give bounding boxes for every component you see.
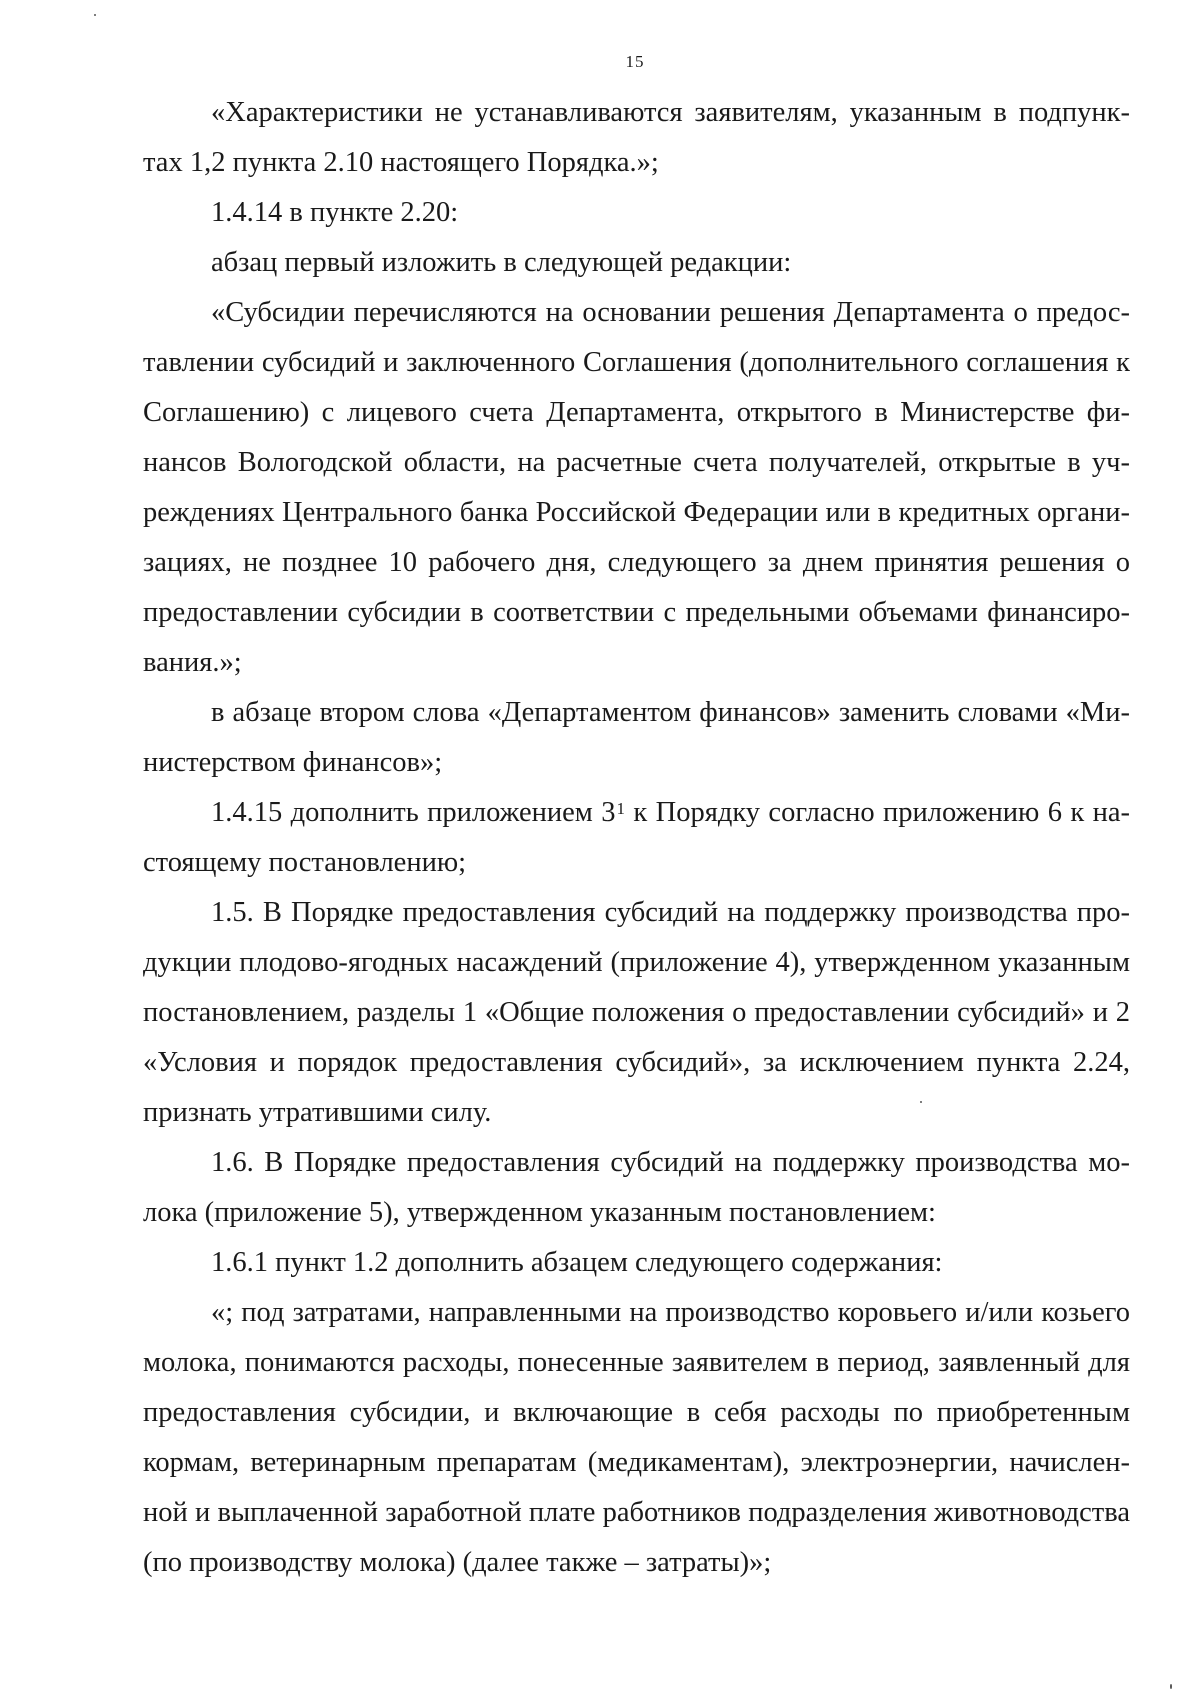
scan-speck [94, 14, 96, 16]
paragraph-second-abzac: в абзаце втором слова «Департаментом финансов» заменить словами «Министерством финансов»; [143, 697, 1130, 778]
paragraph-1-4-15-after: к Порядку согласно приложению 6 к настоящему постановлению; [143, 797, 1131, 878]
paragraph-milk-costs: «; под затратами, направленными на производство коровьего и/или козьего молока, понимаются расходы, понесенные заявителем в период, заявленный для предоставления субсидии, и включающие в себя расходы по приобретенным кормам, ветеринарным препаратам (медикаментам), электроэнергии, начисленной и выплаченной заработной плате работников подразделения животноводства (по производству молока) (далее также – затраты)»; [143, 1297, 1130, 1578]
paragraph-characteristics: «Характеристики не устанавливаются заявителям, указанным в подпунктах 1,2 пункта 2.10 настоящего Порядка.»; [143, 97, 1130, 178]
paragraph-1-4-15 [143, 788, 1130, 888]
document-body [143, 88, 1130, 1588]
paragraph-1-4-14: 1.4.14 в пункте 2.20: [211, 197, 459, 228]
paragraph-1-6: 1.6. В Порядке предоставления субсидий на поддержку производства молока (приложение 5), утвержденном указанным постановлением: [143, 1147, 1130, 1228]
scan-speck [920, 1101, 922, 1103]
paragraph-first-abzac: абзац первый изложить в следующей редакции: [211, 247, 792, 278]
paragraph-1-6-1: 1.6.1 пункт 1.2 дополнить абзацем следующего содержания: [211, 1247, 943, 1278]
scan-speck [1170, 1684, 1172, 1689]
paragraph-1-4-15-before: 1.4.15 дополнить приложением 3 [211, 797, 616, 828]
page-number: 15 [625, 52, 645, 71]
paragraph-subsidies-transfer: «Субсидии перечисляются на основании решения Департамента о предоставлении субсидий и заключенного Соглашения (дополнительного соглашения к Соглашению) с лицевого счета Департамента, открытого в Министерстве финансов Вологодской области, на расчетные счета получателей, открытые в учреждениях Центрального банка Российской Федерации или в кредитных организациях, не позднее 10 рабочего дня, следующего за днем принятия решения о предоставлении субсидии в соответствии с предельными объемами финансирования.»; [143, 297, 1130, 678]
paragraph-1-5: 1.5. В Порядке предоставления субсидий на поддержку производства продукции плодово-ягодных насаждений (приложение 4), утвержденном указанным постановлением, разделы 1 «Общие положения о предоставлении субсидий» и 2 «Условия и порядок предоставления субсидий», за исключением пункта 2.24, признать утратившими силу. [143, 897, 1130, 1128]
superscript-one: 1 [616, 799, 625, 818]
